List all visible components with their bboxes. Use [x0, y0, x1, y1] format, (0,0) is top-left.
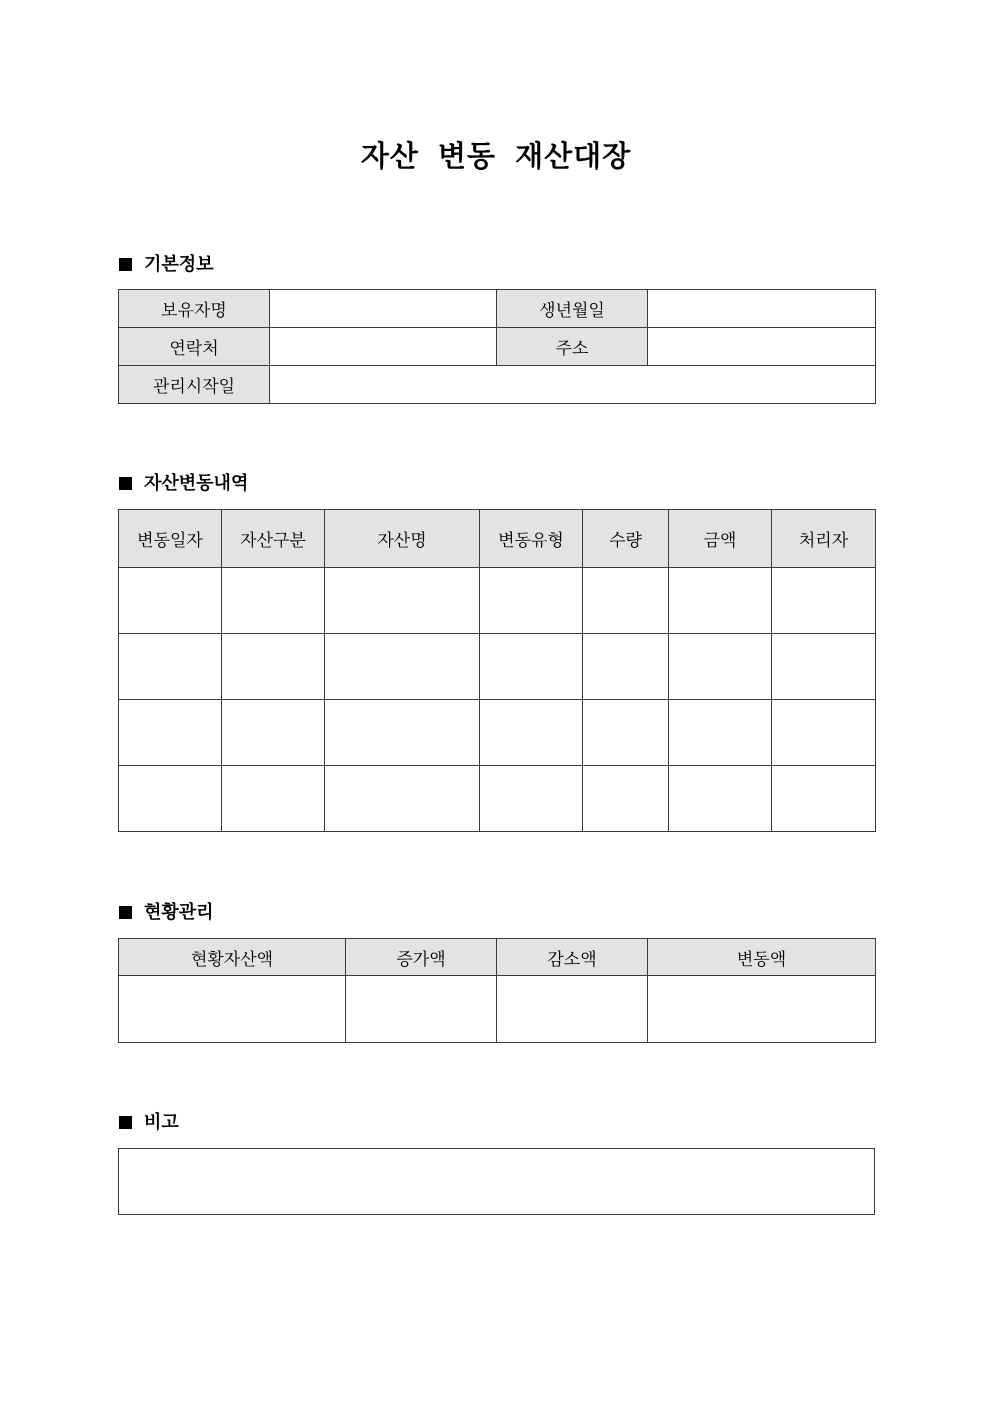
basic-info-table — [118, 289, 876, 404]
section-heading-status — [119, 901, 214, 925]
table-cell[interactable] — [669, 634, 772, 700]
table-cell[interactable] — [222, 634, 325, 700]
contact-field[interactable] — [270, 328, 497, 366]
square-bullet-icon — [119, 258, 132, 271]
net-change-field[interactable] — [648, 976, 876, 1043]
address-field[interactable] — [648, 328, 876, 366]
increase-field[interactable] — [346, 976, 497, 1043]
square-bullet-icon — [119, 906, 132, 919]
section-heading-remarks — [119, 1111, 179, 1135]
table-cell[interactable] — [222, 766, 325, 832]
section-heading-text: 자산변동내역 — [144, 473, 249, 494]
section-heading-text: 현황관리 — [144, 902, 214, 923]
square-bullet-icon — [119, 1116, 132, 1129]
table-cell[interactable] — [119, 634, 222, 700]
table-row — [119, 366, 876, 404]
table-cell[interactable] — [480, 766, 583, 832]
table-cell[interactable] — [669, 700, 772, 766]
table-header-row — [119, 939, 876, 976]
decrease-field[interactable] — [497, 976, 648, 1043]
owner-field[interactable] — [270, 290, 497, 328]
table-cell[interactable] — [480, 700, 583, 766]
table-cell[interactable] — [325, 766, 480, 832]
column-header-decrease: 감소액 — [497, 939, 648, 976]
table-cell[interactable] — [222, 700, 325, 766]
address-label: 주소 — [497, 328, 648, 366]
table-cell[interactable] — [480, 568, 583, 634]
remarks-table — [118, 1148, 875, 1215]
section-heading-text: 비고 — [144, 1112, 179, 1133]
table-cell[interactable] — [669, 766, 772, 832]
table-cell[interactable] — [583, 700, 669, 766]
document-title: 자산 변동 재산대장 — [360, 139, 632, 173]
table-cell[interactable] — [222, 568, 325, 634]
column-header-change-type: 변동유형 — [480, 510, 583, 568]
table-cell[interactable] — [325, 634, 480, 700]
table-cell[interactable] — [119, 700, 222, 766]
start-date-label: 관리시작일 — [119, 366, 270, 404]
start-date-field[interactable] — [270, 366, 876, 404]
table-cell[interactable] — [480, 634, 583, 700]
column-header-net-change: 변동액 — [648, 939, 876, 976]
column-header-quantity: 수량 — [583, 510, 669, 568]
table-cell[interactable] — [325, 568, 480, 634]
column-header-change-date: 변동일자 — [119, 510, 222, 568]
table-cell[interactable] — [772, 568, 876, 634]
table-row — [119, 766, 876, 832]
table-cell[interactable] — [583, 634, 669, 700]
column-header-amount: 금액 — [669, 510, 772, 568]
birth-field[interactable] — [648, 290, 876, 328]
table-cell[interactable] — [772, 700, 876, 766]
table-row — [119, 328, 876, 366]
column-header-asset-category: 자산구분 — [222, 510, 325, 568]
remarks-field[interactable] — [119, 1149, 875, 1215]
table-cell[interactable] — [583, 766, 669, 832]
changes-table — [118, 509, 876, 832]
table-row — [119, 290, 876, 328]
column-header-asset-name: 자산명 — [325, 510, 480, 568]
table-row — [119, 976, 876, 1043]
column-header-current-assets: 현황자산액 — [119, 939, 346, 976]
section-heading-basic-info — [119, 253, 214, 277]
table-cell[interactable] — [325, 700, 480, 766]
table-cell[interactable] — [669, 568, 772, 634]
table-row — [119, 1149, 875, 1215]
table-header-row — [119, 510, 876, 568]
section-heading-text: 기본정보 — [144, 254, 214, 275]
table-cell[interactable] — [772, 766, 876, 832]
column-header-increase: 증가액 — [346, 939, 497, 976]
contact-label: 연락처 — [119, 328, 270, 366]
table-cell[interactable] — [119, 766, 222, 832]
current-assets-field[interactable] — [119, 976, 346, 1043]
column-header-handler: 처리자 — [772, 510, 876, 568]
section-heading-changes — [119, 472, 248, 496]
owner-label: 보유자명 — [119, 290, 270, 328]
birth-label: 생년월일 — [497, 290, 648, 328]
table-row — [119, 700, 876, 766]
status-table — [118, 938, 876, 1043]
square-bullet-icon — [119, 477, 132, 490]
table-cell[interactable] — [583, 568, 669, 634]
table-cell[interactable] — [772, 634, 876, 700]
table-row — [119, 634, 876, 700]
table-cell[interactable] — [119, 568, 222, 634]
table-row — [119, 568, 876, 634]
